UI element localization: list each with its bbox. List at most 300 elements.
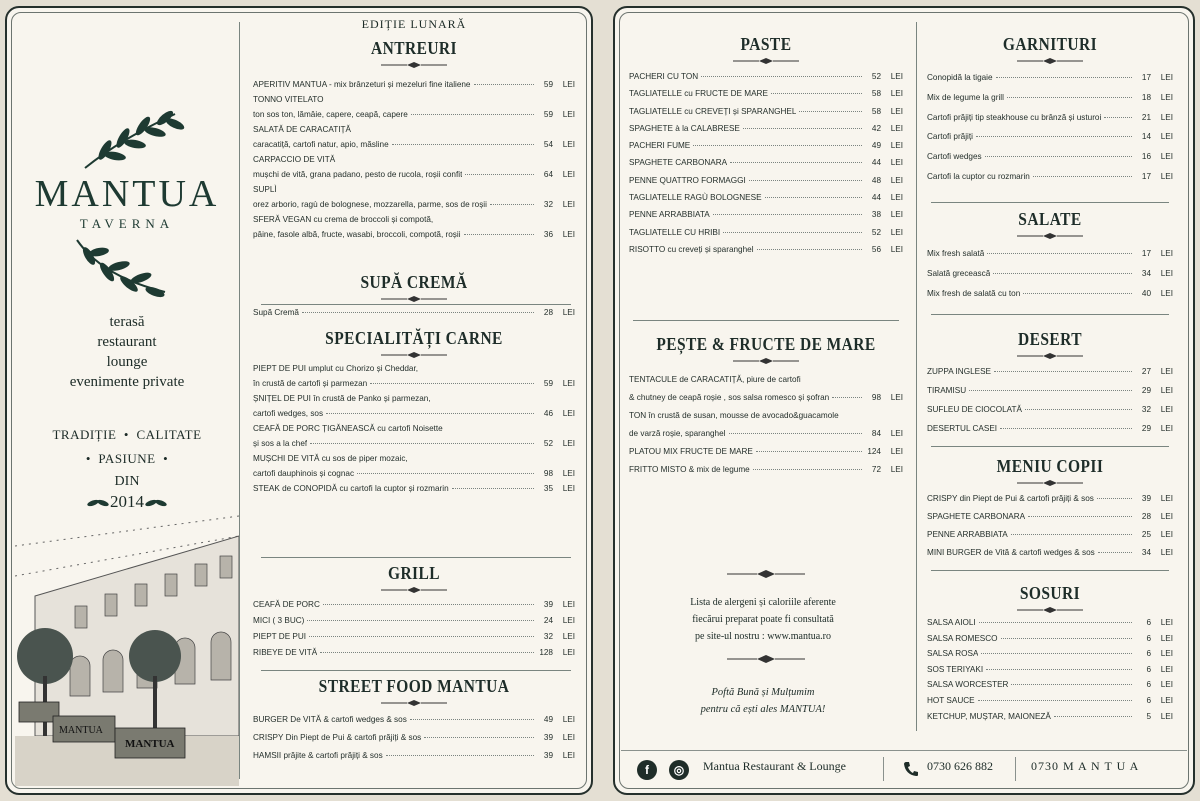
menu-item-price: 29 [1141,386,1151,395]
dot-leader [411,114,534,115]
currency-label: LEI [562,648,575,657]
menu-item-name: SPAGHETE à la CALABRESE [629,123,740,133]
menu-item-detail: orez arborio, ragù de bolognese, mozzarella, parme, sos de roșii [253,200,487,209]
ornament-icon [731,57,801,65]
menu-item [927,677,1173,693]
menu-item-price: 14 [1141,132,1151,142]
menu-item-detail: & chutney de ceapă roșie , sos salsa romesco și șofran [629,393,830,402]
menu-item-name: BURGER De VITĂ & cartofi wedges & sos [253,715,407,724]
dot-leader [985,156,1132,157]
menu-item [629,389,903,407]
sosuri-column [927,583,1173,724]
brand-subtitle: TAVERNA [79,216,175,231]
menu-item-price: 6 [1146,649,1151,659]
dot-leader [981,653,1132,654]
section-title: SPECIALITĂȚI CARNE [325,328,503,348]
currency-label: LEI [562,600,575,609]
menu-item-price: 98 [871,393,881,402]
menu-item-name: RISOTTO cu creveți și sparanghel [629,244,754,254]
menu-item-name: Cartofi la cuptor cu rozmarin [927,171,1030,181]
currency-label: LEI [890,141,903,151]
menu-item-price: 29 [1141,424,1151,433]
street-illustration [15,506,239,786]
currency-label: LEI [1160,424,1173,433]
menu-item-detail: cartofi dauphinois și cognac [253,469,355,478]
menu-item-price: 21 [1141,112,1151,122]
menu-item-price: 59 [543,379,553,388]
dot-leader [765,197,862,198]
menu-item-price: 49 [543,715,553,724]
menu-item [629,172,903,189]
menu-item [629,206,903,223]
currency-label: LEI [1160,249,1173,258]
menu-item [253,77,575,92]
currency-label: LEI [562,200,575,209]
dot-leader [1011,534,1132,535]
menu-item-price: 16 [1141,152,1151,162]
ornament-icon [725,653,807,665]
allergen-line: pe site-ul nostru : www.mantua.ro [695,631,831,642]
values-line-1: TRADIȚIE • CALITATE [52,427,202,442]
menu-item [927,662,1173,678]
menu-item-price: 28 [1141,512,1151,521]
menu-item [253,645,575,661]
menu-item-price: 36 [543,230,553,239]
menu-item-name: SALATĂ DE CARACATIȚĂ [253,125,351,134]
menu-item-name: HOT SAUCE [927,695,975,705]
menu-item [629,154,903,171]
menu-item [927,526,1173,544]
currency-label: LEI [890,244,903,254]
currency-label: LEI [890,175,903,185]
currency-label: LEI [890,193,903,203]
currency-label: LEI [1160,289,1173,298]
menu-item [629,461,903,479]
menu-item-detail: pâine, fasole albă, fructe, wasabi, broccoli, compotă, roșii [253,230,461,239]
menu-item-name: Mix de legume la grill [927,92,1004,102]
menu-item-name: Supă Cremă [253,308,299,317]
section-title: SUPĂ CREMĂ [360,272,468,292]
dot-leader [490,204,534,205]
menu-item-name: CEAFĂ DE PORC ȚIGĂNEASCĂ cu cartofi Noisette [253,424,443,433]
section-title: DESERT [1018,329,1082,349]
currency-label: LEI [562,469,575,478]
ornament-icon [725,568,807,580]
menu-item-price: 35 [543,484,553,493]
menu-item-price: 28 [543,308,553,317]
footer-divider [883,757,884,781]
menu-item [253,137,575,152]
section-title: SOSURI [1019,583,1081,603]
menu-left-page [5,6,593,795]
currency-label: LEI [562,308,575,317]
allergen-line: Lista de alergeni și caloriile aferente [690,597,836,608]
menu-item-name: CEAFĂ DE PORC [253,600,320,609]
allergen-info [645,594,881,645]
menu-item-name: DESERTUL CASEI [927,424,998,433]
menu-item [253,629,575,645]
menu-item-name: TAGLIATELLE cu FRUCTE DE MARE [629,89,768,99]
currency-label: LEI [1160,112,1173,122]
section-divider [261,557,571,558]
dot-leader [756,451,862,452]
dot-leader [465,174,534,175]
menu-item-name: PENNE QUATTRO FORMAGGI [629,175,746,185]
menu-item-price: 39 [1141,494,1151,503]
menu-item-price: 32 [543,632,553,641]
menu-item-name: SPAGHETE CARBONARA [927,512,1026,521]
ornament-icon [1015,479,1085,487]
currency-label: LEI [1160,73,1173,82]
dot-leader [357,473,534,474]
currency-label: LEI [890,106,903,116]
garnituri-list [927,68,1173,187]
currency-label: LEI [890,89,903,99]
edition-label: EDIȚIE LUNARĂ [361,17,467,31]
menu-item-price: 52 [543,439,553,448]
currency-label: LEI [890,158,903,168]
menu-item-name: KETCHUP, MUȘTAR, MAIONEZĂ [927,711,1051,721]
menu-item [253,711,575,729]
menu-item-price: 59 [543,110,553,119]
service-lounge: lounge [106,354,148,370]
menu-item-name: TIRAMISU [927,386,967,395]
menu-item [927,108,1173,128]
menu-item-name: MICI ( 3 BUC) [253,616,305,625]
street-sign-1: MANTUA [59,725,103,736]
menu-item [629,137,903,154]
menu-item-price: 32 [1141,405,1151,414]
menu-item-name: ȘNIȚEL DE PUI în crustă de Panko și parmezan, [253,394,431,403]
section-title: MENIU COPII [996,456,1104,476]
menu-item [927,490,1173,508]
menu-item [253,481,575,496]
dot-leader [986,669,1132,670]
menu-item-price: 52 [871,72,881,81]
menu-item-name: FRITTO MISTO & mix de legume [629,465,750,474]
menu-item-detail: cartofi wedges, sos [253,409,324,418]
currency-label: LEI [1160,269,1173,278]
menu-item-price: 40 [1141,289,1151,298]
section-divider [633,320,899,321]
service-restaurant: restaurant [97,334,157,350]
dot-leader [1023,293,1132,294]
menu-item [629,443,903,461]
menu-item-price: 64 [543,170,553,179]
phone-number[interactable]: 0730 626 882 [927,759,993,773]
menu-item [253,227,575,242]
currency-label: LEI [562,80,575,89]
menu-item-price: 39 [543,600,553,609]
menu-item-price: 128 [539,648,553,657]
menu-item [927,167,1173,187]
menu-item-name: TON în crustă de susan, mousse de avocado&guacamole [629,411,839,420]
menu-item-price: 42 [871,123,881,133]
supa-list [253,305,575,320]
dot-leader [1025,409,1132,410]
menu-item [629,85,903,102]
street-sign-2: MANTUA [125,738,175,750]
currency-label: LEI [1160,152,1173,162]
section-divider [931,446,1169,447]
menu-item-price: 6 [1146,633,1151,643]
section-title: PASTE [740,34,792,54]
dot-leader [978,700,1132,701]
section-divider [931,314,1169,315]
menu-item-name: CARPACCIO DE VITĂ [253,155,336,164]
currency-label: LEI [562,439,575,448]
menu-item-name: CRISPY din Piept de Pui & cartofi prăjiți & sos [927,494,1094,503]
menu-item-name: TAGLIATELLE RAGÙ BOLOGNESE [629,193,762,203]
menu-item [629,224,903,241]
menu-item [253,107,575,122]
menu-item [253,436,575,451]
section-divider [931,570,1169,571]
menu-item [927,362,1173,381]
menu-item-price: 32 [543,200,553,209]
currency-label: LEI [562,110,575,119]
menu-item-price: 6 [1146,618,1151,627]
phone-icon [903,761,919,777]
menu-item-price: 5 [1146,711,1151,721]
menu-item [253,747,575,765]
currency-label: LEI [562,751,575,760]
currency-label: LEI [890,429,903,438]
dot-leader [323,604,534,605]
menu-item [253,597,575,613]
allergen-line: fiecărui preparat poate fi consultată [692,614,834,625]
menu-item-name: SALSA ROSA [927,649,979,659]
menu-item-price: 17 [1141,73,1151,82]
dot-leader [994,371,1132,372]
menu-item [927,127,1173,147]
currency-label: LEI [1160,618,1173,627]
ornament-icon [379,295,449,303]
section-supa [253,272,575,303]
menu-item-name: Cartofi prăjiți tip steakhouse cu brânză și usturoi [927,112,1102,122]
dot-leader [309,636,534,637]
grill-list [253,597,575,661]
menu-item-name: PENNE ARRABBIATA [927,530,1008,539]
dot-leader [310,443,534,444]
menu-item-price: 34 [1141,269,1151,278]
menu-item-name: TAGLIATELLE cu CREVEȚI și SPARANGHEL [629,106,797,116]
dot-leader [757,249,862,250]
menu-item-detail: caracatiță, cartofi natur, apio, măsline [253,140,389,149]
paste-list [629,68,903,258]
menu-item [927,646,1173,662]
menu-item-price: 39 [543,751,553,760]
salate-list [927,244,1173,304]
dot-leader [993,273,1132,274]
dot-leader [730,162,862,163]
menu-item-price: 6 [1146,680,1151,690]
footer-divider [1015,757,1016,781]
menu-item [927,400,1173,419]
menu-item [927,544,1173,562]
ornament-icon [1015,232,1085,240]
menu-item-name: Mix fresh salată [927,249,985,258]
dot-leader [799,111,862,112]
menu-item-price: 38 [871,210,881,220]
grill-column [253,563,575,661]
menu-item-detail: de varză roșie, sparanghel [629,429,726,438]
menu-item-name: PACHERI CU TON [629,72,699,81]
menu-item [629,68,903,85]
menu-item-detail: ton sos ton, lămâie, capere, ceapă, capere [253,110,408,119]
menu-item-name: TAGLIATELLE CU HRIBI [629,227,721,237]
menu-item [629,425,903,443]
menu-item [927,147,1173,167]
dot-leader [1104,117,1132,118]
currency-label: LEI [562,379,575,388]
currency-label: LEI [890,447,903,456]
menu-item [629,103,903,120]
currency-label: LEI [562,484,575,493]
menu-item-detail: în crustă de cartofi și parmezan [253,379,368,388]
phone-alt[interactable]: 0730 M A N T U A [1031,759,1140,773]
salate-column [927,209,1173,304]
garnituri-column [927,34,1173,187]
section-divider [261,670,571,671]
menu-item-price: 18 [1141,92,1151,102]
menu-item-price: 49 [871,141,881,151]
dot-leader [771,93,862,94]
menu-item-price: 46 [543,409,553,418]
dot-leader [410,719,534,720]
service-private-events: evenimente private [69,374,185,390]
menu-item-price: 6 [1146,695,1151,705]
since-year: 2014 [110,492,144,511]
menu-item [253,305,575,320]
currency-label: LEI [890,210,903,220]
ornament-icon [379,586,449,594]
menu-item-name: TONNO VITELATO [253,95,324,104]
currency-label: LEI [1160,664,1173,674]
dot-leader [753,469,862,470]
currency-label: LEI [562,616,575,625]
currency-label: LEI [562,409,575,418]
menu-item-name: SOS TERIYAKI [927,664,984,674]
menu-item-name: STEAK de CONOPIDĂ cu cartofi la cuptor și rozmarin [253,484,449,493]
currency-label: LEI [562,170,575,179]
street-food-column [253,676,575,765]
currency-label: LEI [1160,132,1173,142]
facebook-icon[interactable]: f [637,760,657,780]
menu-item-name: PIEPT DE PUI [253,632,307,641]
menu-item-name: RIBEYE DE VITĂ [253,648,318,657]
ornament-icon [1015,57,1085,65]
copii-list [927,490,1173,562]
dot-leader [1011,684,1132,685]
currency-label: LEI [890,465,903,474]
currency-label: LEI [890,72,903,81]
ornament-icon [731,357,801,365]
menu-item [253,466,575,481]
left-divider [239,22,240,779]
dot-leader [996,77,1132,78]
section-carne [253,328,575,359]
menu-item-price: 58 [871,89,881,99]
thanks-note [645,684,881,718]
ornament-icon [379,61,449,69]
currency-label: LEI [1160,494,1173,503]
menu-item-price: 52 [871,227,881,237]
dot-leader [370,383,534,384]
currency-label: LEI [1160,405,1173,414]
currency-label: LEI [890,123,903,133]
section-title: SALATE [1018,209,1082,229]
menu-item-price: 72 [871,465,881,474]
thanks-line: Poftă Bună și Mulțumim [711,687,815,698]
currency-label: LEI [1160,711,1173,721]
currency-label: LEI [1160,367,1173,376]
menu-item-price: 98 [543,469,553,478]
currency-label: LEI [1160,548,1173,557]
menu-item [927,419,1173,438]
currency-label: LEI [1160,680,1173,690]
menu-item [629,120,903,137]
menu-item-name: HAMSII prăjite & cartofi prăjiți & sos [253,751,383,760]
dot-leader [976,136,1132,137]
ornament-icon [1015,352,1085,360]
menu-item-name: PLATOU MIX FRUCTE DE MARE [629,447,753,456]
dot-leader [1098,552,1132,553]
olive-branch-bottom-icon [15,236,239,298]
menu-item-name: Cartofi prăjiți [927,132,973,142]
currency-label: LEI [1160,171,1173,181]
dot-leader [474,84,535,85]
dot-leader [729,433,863,434]
section-title: GRILL [387,563,441,583]
copii-column [927,456,1173,562]
left-menu-column [253,17,575,496]
section-divider [261,304,571,305]
menu-item [253,729,575,747]
footer [621,750,1187,786]
desert-list [927,362,1173,438]
menu-item-name: SFERĂ VEGAN cu crema de broccoli și compotă, [253,215,434,224]
dot-leader [1000,428,1132,429]
menu-item-price: 17 [1141,171,1151,181]
menu-item-price: 44 [871,193,881,203]
dot-leader [1033,176,1132,177]
menu-item-price: 124 [867,447,881,456]
menu-item-name: Conopidă la tigaie [927,73,993,82]
instagram-icon[interactable]: ◎ [669,760,689,780]
menu-item [927,264,1173,284]
dot-leader [713,214,862,215]
menu-item-detail: mușchi de vită, grana padano, pesto de rucola, roșii confit [253,170,463,179]
menu-item-price: 6 [1146,664,1151,674]
menu-item-price: 34 [1141,548,1151,557]
section-title: ANTREURI [370,38,457,58]
right-divider [916,22,917,731]
menu-item [253,197,575,212]
currency-label: LEI [890,393,903,402]
peste-list [629,371,903,479]
menu-item-name: SALSA AIOLI [927,618,976,627]
menu-item [927,244,1173,264]
carne-list [253,361,575,496]
menu-item [629,241,903,258]
currency-label: LEI [1160,530,1173,539]
dot-leader [749,180,862,181]
values-line-2: • PASIUNE • [85,451,169,466]
menu-item [253,376,575,391]
dot-leader [1028,516,1132,517]
dot-leader [969,390,1132,391]
